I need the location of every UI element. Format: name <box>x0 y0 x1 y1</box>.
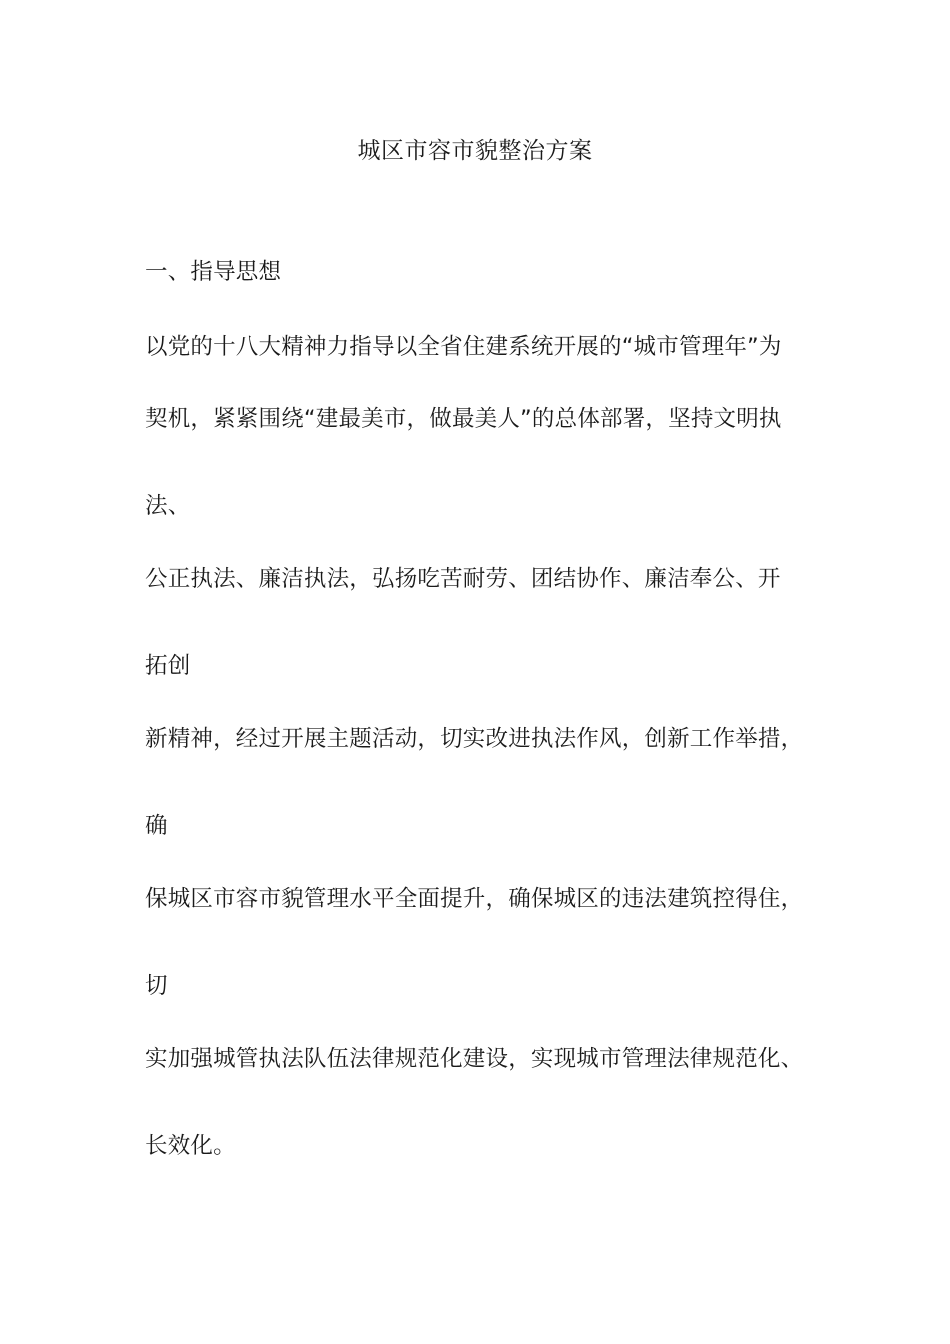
paragraph-line: 确 <box>145 813 168 839</box>
paragraph-line: 长效化。 <box>145 1133 236 1159</box>
paragraph-line: 保城区市容市貌管理水平全面提升，确保城区的违法建筑控得住， <box>145 886 804 912</box>
paragraph-line: 公正执法、廉洁执法，弘扬吃苦耐劳、团结协作、廉洁奉公、开 <box>145 566 781 592</box>
paragraph-line: 以党的十八大精神力指导以全省住建系统开展的“城市管理年”为 <box>145 334 782 360</box>
section-heading: 一、指导思想 <box>145 259 282 285</box>
paragraph-line: 新精神，经过开展主题活动，切实改进执法作风，创新工作举措， <box>145 726 804 752</box>
document-title: 城区市容市貌整治方案 <box>357 138 593 164</box>
paragraph-line: 实加强城管执法队伍法律规范化建设，实现城市管理法律规范化、 <box>145 1046 804 1072</box>
paragraph-line: 拓创 <box>145 653 191 679</box>
paragraph-line: 契机，紧紧围绕“建最美市，做最美人”的总体部署，坚持文明执 <box>145 406 782 432</box>
paragraph-line: 法、 <box>145 493 191 519</box>
paragraph-line: 切 <box>145 973 168 999</box>
